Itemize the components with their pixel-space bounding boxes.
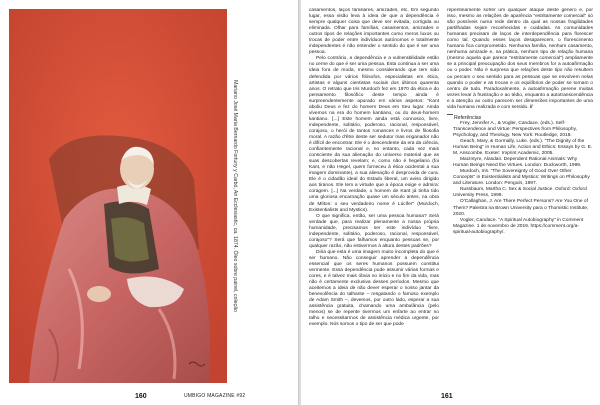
painting-image	[9, 9, 227, 383]
reference-item: Murdoch, Iris. "The Sovereignty of Good Over Other Concepts" in Existentialists and Mystics: Writings on Philosophy and Literature. London: Penguin, 1997.	[453, 169, 590, 187]
page-number-right: 161	[441, 393, 453, 400]
second-text-column	[447, 8, 593, 376]
reference-item: Frey, Jennifer A., & Vogler, Candace. (eds.). Self-Transcendence and Virtue: Perspectives from Philosophy, Psychology, and Theology. New York: Routledge, 2018.	[453, 120, 578, 138]
reference-item: Vogler, Candace. "A Spiritual Autobiography" in Comment Magazine. 1 de novembro de 2019. https://comment.org/a-spiritual-autobiography/.	[453, 217, 584, 235]
main-text-column	[309, 8, 439, 376]
paragraph: casamentos, laços familiares, amizades, etc. Em segundo lugar, essa visão leva à ideia de que a dependência é sempre qualquer coisa que deve ser evitada, corrigida ou eliminada. Olhar para famílias, casamentos, amizades e outros tipos de relações importantes como meros luxos ou trocas de poder entre indivíduos autónomos e totalmente independentes é não entender o sentido do que é ser uma pessoa.	[309, 8, 439, 56]
caption-area	[228, 9, 242, 383]
reference-item: Nussbaum, Martha C. Sex & Social Justice. Oxford: Oxford University Press, 1999.	[453, 187, 587, 199]
magazine-footer: UMBIGO MAGAZINE #92	[184, 393, 246, 399]
reference-item: MacIntyre, Alasdair. Dependent Rational Animals: Why Human Beings Need the Virtues. London: Duckworth, 1999.	[453, 157, 582, 169]
paragraph	[447, 8, 593, 111]
page-number-left: 160	[135, 393, 147, 400]
paragraph: O que significa, então, ser uma pessoa humana? Será verdade que, para realizar plenamente a nossa própria humanidade, precisamos ser este indivíduo "livre, independente, solitário, poderoso, racional, responsável, corajoso"? Será que falhamos enquanto pessoas se, por qualquer razão, não estivermos à altura destes padrões?	[309, 213, 439, 249]
end-mark: //	[529, 104, 533, 110]
right-page	[301, 0, 600, 405]
paragraph: Pelo contrário, a dependência e a vulnerabilidade estão no cerne do que é ser uma pessoa. Esta continua a ser uma ideia fora de moda, mesmo considerando que tem sido defendida por vários filósofos, especialistas em ética, artistas e alguns cientistas sociais dos últimos quarenta anos. O retrato que Iris Murdoch fez em 1970 da ética e do pensamento filosófico deste tempo ainda é surpreendentemente apurado em vários aspetos: "Kant aboliu Deus e fez do homem Deus em Seu lugar. Ainda vivemos na era do homem kantiano, ou do deus-homem kantiano. [...] Este homem ainda está connosco, livre, independente, solitário, poderoso, racional, responsável, corajoso, o herói de tantos romances e livros de filosofia moral. A razão d'être deste ser sedutor mas enganador não é difícil de encontrar. Ele é o descendente da era da ciência, confiantemente racional e, no entanto, cada vez mais consciente da sua alienação do universo material que as suas descobertas revelam; e, como não é hegeliano (foi Kant, e não Hegel, quem forneceu à ética ocidental a sua imagem dominante), a sua alienação é desprovida de cura. Ele é o cidadão ideal do Estado liberal, um aviso dirigido aos tiranos. Ele tem a virtude que a época exige e admira: coragem. [...] Na verdade, o homem de Kant já tinha tido uma gloriosa encarnação quase um século antes, na obra de Milton: o seu verdadeiro nome é Lúcifer" (Murdoch, Existentialists and Mystics).	[309, 56, 439, 213]
paragraph-text: repentinamente sofrer um qualquer ataque deste género e, por isso, mesmo as relações de aparência "estritamente comercial" só são possíveis numa rede dentro da qual as nossas fragilidades partilhadas sejam reconhecidas e cuidadas. As comunidades humanas precisam de laços de interdependência para florescer como tal. Quando esses laços desaparecem, o florescimento humano fica comprometido. Nenhuma família, nenhum casamento, nenhuma amizade e, na prática, nenhum tipo de relação humana (mesmo aquela que parece "estritamente comercial") ampliamente se a principal preocupação dos seus membros for a autoafirmação ou o poder. Não é surpresa que relações deste tipo não resultem ou percam o seu sentido para as pessoas que se envolvem nelas quando o poder e as trocas e os equilíbrios de poder se tornam o centro de tudo. Paradoxalmente, a autoafirmação perene muitas vezes levar à frustração e ao tédio, enquanto a autotranscendência e a atenção ao outro parecem ser dimensões importantes de uma vida humana realizada e com sentido.	[447, 8, 593, 110]
references-heading: Referências	[454, 114, 482, 121]
painting-ecclesiastic	[9, 9, 227, 383]
image-credit: Mariano José María Bernardo Fortuny y Carbó, An Ecclesiastic, ca. 1874. Óleo sobre painel, coleção	[232, 80, 238, 312]
left-page	[0, 0, 299, 405]
reference-item: O'Callaghan, J. Are There Perfect Persons? Are You One of Them? Palestra na Brown University para o Thomistic Institute, 2020.	[453, 199, 589, 217]
paragraph: Diria que esta é uma imagem muito incompleta do que é ser humano. Não conseguir aprender a dependência essencial que os seres humanos possuem constitui vermente. Essa dependência pode assumir várias formas e cores, e é talvez mais óbvia no início e no fim da vida, mas não é certamente exclusiva desses períodos. Mesmo que aceitemos a ideia de não dever esperar o nosso jantar da benevolência do talhante – resgatando o famoso exemplo de Adam Smith –, devemos, por outro lado, esperar a sua assistência gratuita, chamando uma ambulância (pelo menos) se de repente tivermos um enfarte ao entrar no talho e necessitarmos de assistência médica urgente, por exemplo. Nós somos o tipo de ser que pode	[309, 249, 439, 328]
reference-item: Geach, Mary, & Gormally, Luke. (eds.). "The Dignity of the Human Being" in Human Life, Action and Ethics: Essays by G. E. M. Anscombe. Exeter: Imprint Academic, 2005.	[453, 138, 593, 157]
